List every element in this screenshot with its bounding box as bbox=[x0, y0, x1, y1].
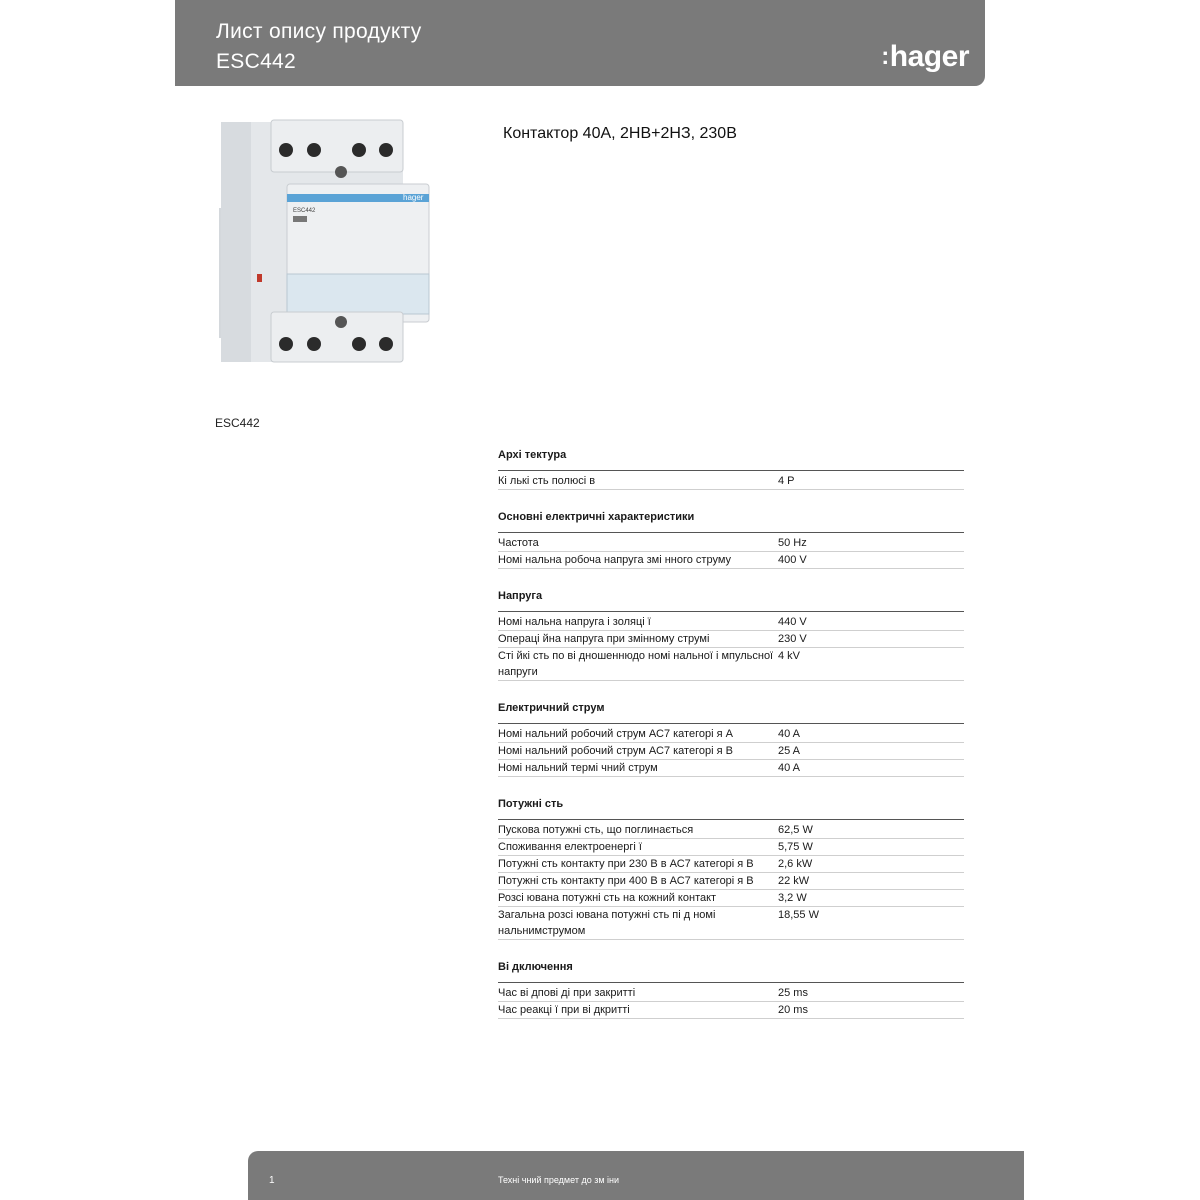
spec-section bbox=[498, 585, 964, 681]
spec-label: Операці йна напруга при змінному струмі bbox=[498, 633, 710, 645]
section-rows bbox=[498, 533, 964, 569]
logo-text: hager bbox=[889, 40, 969, 73]
modular-contactor-image bbox=[213, 112, 424, 372]
product-image-caption: ESC442 bbox=[215, 416, 260, 430]
spec-value: 440 V bbox=[778, 616, 807, 628]
spec-row bbox=[498, 535, 964, 552]
section-rows bbox=[498, 724, 964, 777]
device-label: ESC442 bbox=[293, 208, 316, 214]
spec-row bbox=[498, 822, 964, 839]
section-rows bbox=[498, 471, 964, 490]
spec-row bbox=[498, 890, 964, 907]
spec-section bbox=[498, 793, 964, 940]
spec-row bbox=[498, 743, 964, 760]
spec-label: Потужні сть контакту при 230 В в АС7 категорі я В bbox=[498, 858, 754, 870]
header-banner bbox=[175, 0, 985, 86]
spec-value: 25 A bbox=[778, 745, 801, 757]
spec-value: 18,55 W bbox=[778, 909, 819, 921]
document-title: Лист опису продукту bbox=[216, 20, 422, 43]
product-code: ESC442 bbox=[216, 50, 297, 73]
section-title: Архі тектура bbox=[498, 444, 964, 471]
spec-value: 4 kV bbox=[778, 650, 801, 662]
section-title: Напруга bbox=[498, 585, 964, 612]
section-rows bbox=[498, 612, 964, 681]
spec-section bbox=[498, 506, 964, 569]
spec-row bbox=[498, 1002, 964, 1019]
device-brand: hager bbox=[403, 193, 424, 202]
spec-value: 3,2 W bbox=[778, 892, 807, 904]
spec-label: Час реакці ї при ві дкритті bbox=[498, 1004, 630, 1016]
spec-value: 22 kW bbox=[778, 875, 810, 887]
spec-row bbox=[498, 839, 964, 856]
spec-row bbox=[498, 552, 964, 569]
specification-table bbox=[498, 444, 964, 1035]
spec-label: Номі нальна напруга і золяці ї bbox=[498, 616, 651, 628]
spec-value: 4 P bbox=[778, 475, 795, 487]
spec-row bbox=[498, 648, 964, 681]
spec-value: 2,6 kW bbox=[778, 858, 813, 870]
spec-row bbox=[498, 985, 964, 1002]
page-number: 1 bbox=[269, 1175, 275, 1186]
spec-label: Споживання електроенергі ї bbox=[498, 841, 642, 853]
section-rows bbox=[498, 820, 964, 940]
spec-label: Частота bbox=[498, 537, 539, 549]
spec-value: 230 V bbox=[778, 633, 807, 645]
hager-logo: :hager bbox=[881, 40, 969, 73]
spec-section bbox=[498, 444, 964, 490]
section-rows bbox=[498, 983, 964, 1019]
spec-label: Розсі ювана потужні сть на кожний контакт bbox=[498, 892, 717, 904]
spec-label: Час ві дпові ді при закритті bbox=[498, 987, 636, 999]
spec-label: Номі нальна робоча напруга змі нного струму bbox=[498, 554, 732, 566]
spec-label: Номі нальний робочий струм АС7 категорі я В bbox=[498, 745, 733, 757]
section-title: Електричний струм bbox=[498, 697, 964, 724]
spec-row bbox=[498, 856, 964, 873]
spec-row bbox=[498, 726, 964, 743]
spec-value: 25 ms bbox=[778, 987, 808, 999]
spec-label: Номі нальний термі чний струм bbox=[498, 762, 658, 774]
spec-row bbox=[498, 760, 964, 777]
spec-row bbox=[498, 631, 964, 648]
spec-value: 400 V bbox=[778, 554, 807, 566]
spec-section bbox=[498, 956, 964, 1019]
spec-value: 5,75 W bbox=[778, 841, 813, 853]
spec-row bbox=[498, 473, 964, 490]
footer-banner bbox=[248, 1151, 1024, 1200]
spec-section bbox=[498, 697, 964, 777]
spec-value: 40 A bbox=[778, 762, 801, 774]
spec-row bbox=[498, 614, 964, 631]
footer-note: Техні чний предмет до зм іни bbox=[498, 1175, 620, 1185]
spec-row bbox=[498, 907, 964, 940]
spec-label: Кі лькі сть полюсі в bbox=[498, 475, 596, 487]
spec-value: 62,5 W bbox=[778, 824, 813, 836]
spec-label: Потужні сть контакту при 400 В в АС7 категорі я В bbox=[498, 875, 754, 887]
product-name: Контактор 40А, 2НВ+2НЗ, 230В bbox=[503, 125, 737, 142]
spec-label: Пускова потужні сть, що поглинається bbox=[498, 824, 694, 836]
spec-label: Номі нальний робочий струм АС7 категорі я А bbox=[498, 728, 733, 740]
spec-label: Загальна розсі ювана потужні сть пі д номі нальнимструмом bbox=[498, 909, 716, 937]
spec-row bbox=[498, 873, 964, 890]
spec-value: 50 Hz bbox=[778, 537, 807, 549]
section-title: Потужні сть bbox=[498, 793, 964, 820]
section-title: Ві дключення bbox=[498, 956, 964, 983]
section-title: Основні електричні характеристики bbox=[498, 506, 964, 533]
spec-value: 40 A bbox=[778, 728, 801, 740]
spec-label: Сті йкі сть по ві дношеннюдо номі нальної і мпульсної напруги bbox=[498, 650, 774, 678]
spec-value: 20 ms bbox=[778, 1004, 808, 1016]
